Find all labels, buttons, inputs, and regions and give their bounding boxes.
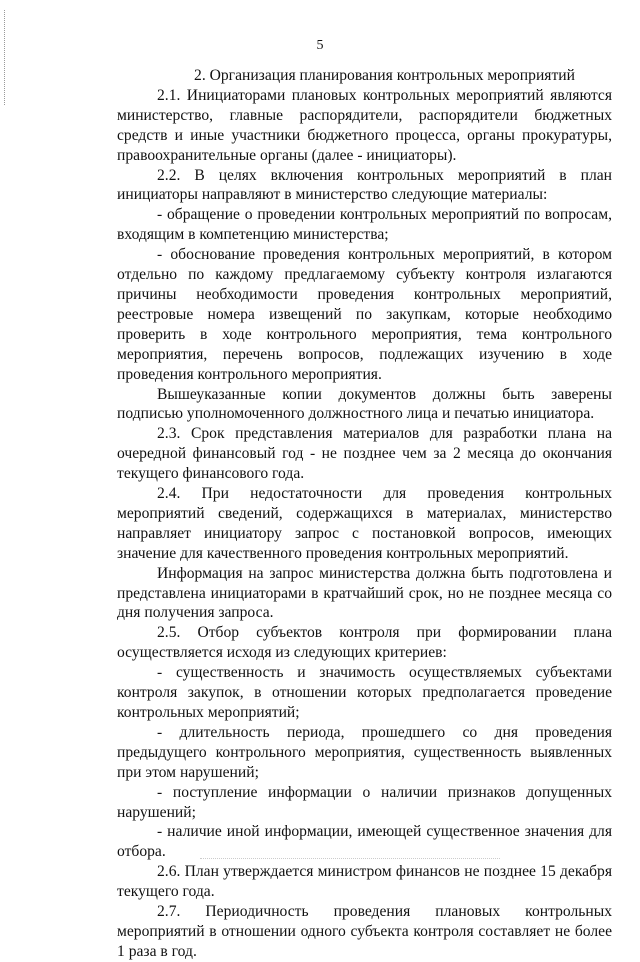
list-item-appeal: - обращение о проведении контрольных мероприятий по вопросам, входящим в компетенцию министерства;: [117, 206, 612, 244]
paragraph-2-4: 2.4. При недостаточности для проведения контрольных мероприятий сведений, содержащихся в материалах, министерство направляет инициатору запрос с постановкой вопросов, имеющих значение для качественного проведения контрольных мероприятий.: [117, 485, 612, 562]
paragraph-2-5: 2.5. Отбор субъектов контроля при формировании плана осуществляется исходя из следующих критериев:: [117, 624, 612, 662]
list-item-duration: - длительность периода, прошедшего со дня проведения предыдущего контрольного мероприятия, существенность выявленных при этом нарушений;: [117, 723, 612, 781]
paragraph-copies-certification: Вышеуказанные копии документов должны быть заверены подписью уполномоченного должностного лица и печатью инициатора.: [117, 385, 612, 423]
paragraph-2-1: 2.1. Инициаторами плановых контрольных мероприятий являются министерство, главные распорядители, распорядители бюджетных средств и иные участники бюджетного процесса, органы прокуратуры, правоохранительные органы (далее - инициаторы).: [117, 86, 612, 164]
list-item-other-info: - наличие иной информации, имеющей существенное значения для отбора.: [117, 823, 612, 861]
page-number: 5: [316, 38, 324, 53]
list-item-significance: - существенность и значимость осуществляемых субъектами контроля закупок, в отношении которых предполагается проведение контрольных мероприятий;: [117, 664, 612, 721]
list-item-violations-info: - поступление информации о наличии признаков допущенных нарушений;: [117, 783, 612, 821]
paragraph-2-3: 2.3. Срок представления материалов для разработки плана на очередной финансовый год - не позднее чем за 2 месяца до окончания текущего финансового года.: [117, 425, 612, 483]
section-content: [117, 66, 612, 962]
scan-edge-marks: [4, 10, 7, 105]
paragraph-2-6: 2.6. План утверждается министром финансов не позднее 15 декабря текущего года.: [117, 863, 612, 901]
scan-bottom-marks: [200, 858, 500, 860]
paragraph-2-7: 2.7. Периодичность проведения плановых контрольных мероприятий в отношении одного субъекта контроля составляет не более 1 раза в год.: [117, 903, 612, 960]
list-item-justification: - обоснование проведения контрольных мероприятий, в котором отдельно по каждому предлагаемому субъекту контроля излагаются причины необходимости проведения контрольных мероприятий, реестровые номера извещений по закупкам, которые необходимо проверить в ходе контрольного мероприятия, тема контрольного мероприятия, перечень вопросов, подлежащих изучению в ходе проведения контрольного мероприятия.: [117, 246, 612, 383]
paragraph-2-2: 2.2. В целях включения контрольных мероприятий в план инициаторы направляют в министерство следующие материалы:: [117, 166, 612, 204]
paragraph-request-response: Информация на запрос министерства должна быть подготовлена и представлена инициаторами в кратчайший срок, но не позднее месяца со дня получения запроса.: [117, 564, 612, 622]
section-heading: 2. Организация планирования контрольных мероприятий: [194, 67, 575, 84]
